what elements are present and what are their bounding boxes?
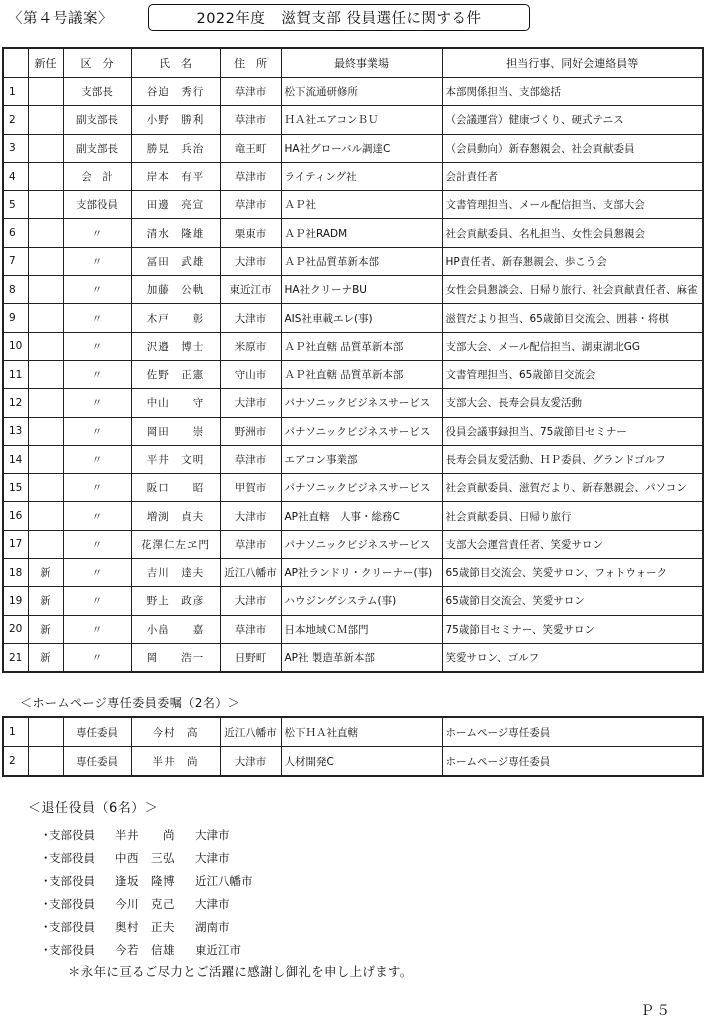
retired-role: 支部役員 <box>49 919 95 934</box>
title-year: 2022年度 <box>196 11 266 27</box>
table-row <box>3 717 703 747</box>
cell-role: 支部長 <box>63 78 131 106</box>
cell-workplace: ＡＰ社直轄 品質革新本部 <box>281 332 442 360</box>
retired-name: 半井 尚 <box>115 827 175 842</box>
cell-duties: 65歳節目交流会、笑愛サロン <box>442 587 703 615</box>
cell-duties: 文書管理担当、65歳節目交流会 <box>442 360 703 388</box>
retired-section-heading: ＜退任役員（6名）＞ <box>28 801 159 816</box>
thanks-note: ＊永年に亘るご尽力とご活躍に感謝し御礼を申し上げます。 <box>68 964 413 979</box>
cell-duties: 会計責任者 <box>442 162 703 190</box>
cell-no: 4 <box>3 162 28 190</box>
retired-name: 奥村 正夫 <box>115 919 175 934</box>
table-row <box>3 360 703 388</box>
cell-city: 栗東市 <box>220 219 281 247</box>
cell-duties: 社会貢献委員、滋賀だより、新春懇親会、パソコン <box>442 474 703 502</box>
cell-role: 会 計 <box>63 162 131 190</box>
cell-name: 吉川 達夫 <box>131 559 220 587</box>
cell-duties: （会員動向）新春懇親会、社会貢献委員 <box>442 134 703 162</box>
cell-name: 岡 浩一 <box>131 643 220 672</box>
cell-workplace: エアコン事業部 <box>281 445 442 473</box>
cell-city: 竜王町 <box>220 134 281 162</box>
cell-role: 〃 <box>63 304 131 332</box>
retired-officer-list <box>40 823 253 961</box>
cell-name: 中山 守 <box>131 389 220 417</box>
cell-workplace: AIS社車載エレ(事) <box>281 304 442 332</box>
cell-workplace: 日本地域ＣＭ部門 <box>281 615 442 643</box>
column-header-role: 区 分 <box>63 48 131 78</box>
cell-role: 副支部長 <box>63 134 131 162</box>
cell-no: 2 <box>3 106 28 134</box>
cell-workplace: パナソニックビジネスサービス <box>281 530 442 558</box>
cell-new: 新 <box>28 587 63 615</box>
list-item <box>40 846 253 869</box>
cell-new <box>28 247 63 275</box>
list-item <box>40 892 253 915</box>
cell-no: 3 <box>3 134 28 162</box>
cell-no: 1 <box>3 717 28 747</box>
cell-new <box>28 219 63 247</box>
page-number: Ｐ５ <box>640 1003 672 1019</box>
cell-duties: 社会貢献委員、名札担当、女性会員懇親会 <box>442 219 703 247</box>
cell-no: 1 <box>3 78 28 106</box>
retired-bullet: ・ <box>40 942 52 957</box>
cell-role: 〃 <box>63 559 131 587</box>
cell-name: 半井 尚 <box>131 747 220 777</box>
table-header-row <box>3 48 703 78</box>
table-row <box>3 191 703 219</box>
cell-workplace: HA社クリーナBU <box>281 276 442 304</box>
cell-role: 〃 <box>63 332 131 360</box>
cell-workplace: ＡＰ社RADM <box>281 219 442 247</box>
cell-role: 〃 <box>63 219 131 247</box>
cell-role: 専任委員 <box>63 747 131 777</box>
cell-name: 平井 文明 <box>131 445 220 473</box>
cell-role: 〃 <box>63 643 131 672</box>
cell-workplace: ＡＰ社直轄 品質革新本部 <box>281 360 442 388</box>
cell-workplace: ＨＡ社エアコンＢＵ <box>281 106 442 134</box>
cell-name: 佐野 正憲 <box>131 360 220 388</box>
cell-role: 〃 <box>63 276 131 304</box>
retired-role: 支部役員 <box>49 942 95 957</box>
cell-name: 阪口 昭 <box>131 474 220 502</box>
cell-city: 守山市 <box>220 360 281 388</box>
table-row <box>3 162 703 190</box>
table-row <box>3 615 703 643</box>
cell-role: 〃 <box>63 530 131 558</box>
cell-role: 専任委員 <box>63 717 131 747</box>
cell-no: 20 <box>3 615 28 643</box>
cell-city: 大津市 <box>220 747 281 777</box>
table-row <box>3 643 703 672</box>
cell-new: 新 <box>28 559 63 587</box>
cell-new <box>28 747 63 777</box>
cell-new <box>28 276 63 304</box>
cell-duties: 滋賀だより担当、65歳節目交流会、囲碁・将棋 <box>442 304 703 332</box>
cell-duties: 支部大会運営責任者、笑愛サロン <box>442 530 703 558</box>
retired-bullet: ・ <box>40 873 52 888</box>
table-row <box>3 78 703 106</box>
cell-no: 9 <box>3 304 28 332</box>
cell-city: 近江八幡市 <box>220 717 281 747</box>
cell-name: 勝見 兵治 <box>131 134 220 162</box>
table-row <box>3 332 703 360</box>
column-header-no <box>3 48 28 78</box>
cell-new <box>28 304 63 332</box>
retired-name: 今川 克己 <box>115 896 175 911</box>
table-row <box>3 219 703 247</box>
cell-new <box>28 530 63 558</box>
cell-no: 17 <box>3 530 28 558</box>
column-header-name: 氏 名 <box>131 48 220 78</box>
cell-new <box>28 445 63 473</box>
cell-workplace: AP社ランドリ・クリーナー(事) <box>281 559 442 587</box>
cell-duties: 文書管理担当、メール配信担当、支部大会 <box>442 191 703 219</box>
cell-no: 21 <box>3 643 28 672</box>
table-row <box>3 276 703 304</box>
cell-duties: 支部大会、メール配信担当、湖東湖北GG <box>442 332 703 360</box>
table-row <box>3 417 703 445</box>
cell-no: 2 <box>3 747 28 777</box>
cell-workplace: パナソニックビジネスサービス <box>281 474 442 502</box>
cell-new <box>28 417 63 445</box>
cell-city: 大津市 <box>220 304 281 332</box>
cell-role: 〃 <box>63 474 131 502</box>
cell-duties: 役員会議事録担当、75歳節目セミナー <box>442 417 703 445</box>
cell-workplace: AP社直轄 人事・総務C <box>281 502 442 530</box>
cell-city: 東近江市 <box>220 276 281 304</box>
cell-workplace: 松下ＨＡ社直轄 <box>281 717 442 747</box>
cell-no: 6 <box>3 219 28 247</box>
retired-name: 逢坂 隆博 <box>115 873 175 888</box>
cell-role: 〃 <box>63 615 131 643</box>
cell-duties: 支部大会、長寿会員友愛活動 <box>442 389 703 417</box>
cell-no: 19 <box>3 587 28 615</box>
cell-workplace: ＡＰ社 <box>281 191 442 219</box>
cell-workplace: ライティング社 <box>281 162 442 190</box>
cell-city: 大津市 <box>220 389 281 417</box>
column-header-duties: 担当行事、同好会連絡員等 <box>442 48 703 78</box>
cell-duties: ホームページ専任委員 <box>442 717 703 747</box>
cell-no: 8 <box>3 276 28 304</box>
cell-name: 岡田 崇 <box>131 417 220 445</box>
cell-city: 草津市 <box>220 615 281 643</box>
retired-city: 湖南市 <box>195 919 230 934</box>
cell-role: 〃 <box>63 445 131 473</box>
cell-role: 〃 <box>63 360 131 388</box>
column-header-workplace: 最終事業場 <box>281 48 442 78</box>
cell-new <box>28 106 63 134</box>
list-item <box>40 915 253 938</box>
hp-committee-table <box>2 716 704 777</box>
cell-new <box>28 502 63 530</box>
cell-workplace: 人材開発C <box>281 747 442 777</box>
list-item <box>40 938 253 961</box>
cell-name: 清水 隆雄 <box>131 219 220 247</box>
cell-name: 小野 勝利 <box>131 106 220 134</box>
cell-new <box>28 191 63 219</box>
retired-bullet: ・ <box>40 919 52 934</box>
cell-name: 木戸 彰 <box>131 304 220 332</box>
table-row <box>3 474 703 502</box>
cell-city: 甲賀市 <box>220 474 281 502</box>
table-row <box>3 247 703 275</box>
cell-role: 〃 <box>63 389 131 417</box>
cell-duties: 長寿会員友愛活動、ＨＰ委員、グランドゴルフ <box>442 445 703 473</box>
cell-name: 谷迫 秀行 <box>131 78 220 106</box>
cell-city: 野洲市 <box>220 417 281 445</box>
retired-name: 中西 三弘 <box>115 850 175 865</box>
cell-no: 18 <box>3 559 28 587</box>
list-item <box>40 869 253 892</box>
cell-city: 草津市 <box>220 78 281 106</box>
cell-new <box>28 717 63 747</box>
cell-city: 大津市 <box>220 587 281 615</box>
cell-new: 新 <box>28 643 63 672</box>
table-row <box>3 587 703 615</box>
hp-section-heading: ＜ホームページ専任委員委嘱（2名）＞ <box>20 696 241 710</box>
cell-name: 花澤仁左ヱ門 <box>131 530 220 558</box>
retired-role: 支部役員 <box>49 827 95 842</box>
cell-duties: 65歳節目交流会、笑愛サロン、フォトウォーク <box>442 559 703 587</box>
cell-role: 〃 <box>63 247 131 275</box>
cell-name: 野上 政彦 <box>131 587 220 615</box>
cell-workplace: ＡＰ社品質革新本部 <box>281 247 442 275</box>
cell-no: 14 <box>3 445 28 473</box>
cell-workplace: AP社 製造革新本部 <box>281 643 442 672</box>
cell-city: 草津市 <box>220 445 281 473</box>
cell-duties: 75歳節目セミナー、笑愛サロン <box>442 615 703 643</box>
cell-no: 11 <box>3 360 28 388</box>
cell-no: 7 <box>3 247 28 275</box>
cell-city: 草津市 <box>220 162 281 190</box>
table-row <box>3 445 703 473</box>
table-row <box>3 502 703 530</box>
retired-role: 支部役員 <box>49 873 95 888</box>
retired-role: 支部役員 <box>49 850 95 865</box>
page-title <box>148 4 530 31</box>
cell-role: 支部役員 <box>63 191 131 219</box>
officer-table <box>2 47 704 673</box>
cell-name: 加藤 公軌 <box>131 276 220 304</box>
cell-city: 近江八幡市 <box>220 559 281 587</box>
cell-duties: 女性会員懇談会、日帰り旅行、社会貢献責任者、麻雀 <box>442 276 703 304</box>
table-row <box>3 106 703 134</box>
table-row <box>3 134 703 162</box>
cell-city: 大津市 <box>220 247 281 275</box>
cell-new: 新 <box>28 615 63 643</box>
cell-name: 今村 高 <box>131 717 220 747</box>
cell-duties: 笑愛サロン、ゴルフ <box>442 643 703 672</box>
cell-new <box>28 162 63 190</box>
cell-name: 岸本 有平 <box>131 162 220 190</box>
cell-name: 増渕 貞夫 <box>131 502 220 530</box>
cell-city: 米原市 <box>220 332 281 360</box>
cell-new <box>28 134 63 162</box>
cell-city: 草津市 <box>220 191 281 219</box>
cell-new <box>28 389 63 417</box>
retired-role: 支部役員 <box>49 896 95 911</box>
retired-city: 近江八幡市 <box>195 873 253 888</box>
retired-bullet: ・ <box>40 850 52 865</box>
cell-workplace: パナソニックビジネスサービス <box>281 417 442 445</box>
cell-name: 田邊 亮宣 <box>131 191 220 219</box>
cell-role: 〃 <box>63 417 131 445</box>
cell-name: 小畠 嘉 <box>131 615 220 643</box>
cell-no: 15 <box>3 474 28 502</box>
cell-no: 5 <box>3 191 28 219</box>
retired-bullet: ・ <box>40 827 52 842</box>
cell-no: 13 <box>3 417 28 445</box>
cell-name: 沢邉 博士 <box>131 332 220 360</box>
cell-city: 草津市 <box>220 530 281 558</box>
table-row <box>3 747 703 777</box>
cell-city: 草津市 <box>220 106 281 134</box>
cell-new <box>28 474 63 502</box>
cell-duties: （会議運営）健康づくり、硬式テニス <box>442 106 703 134</box>
table-row <box>3 304 703 332</box>
retired-bullet: ・ <box>40 896 52 911</box>
cell-duties: HP責任者、新春懇親会、歩こう会 <box>442 247 703 275</box>
agenda-label: 〈第４号議案〉 <box>8 11 113 27</box>
cell-role: 〃 <box>63 587 131 615</box>
cell-city: 日野町 <box>220 643 281 672</box>
cell-workplace: HA社グローバル調達C <box>281 134 442 162</box>
title-text: 滋賀支部 役員選任に関する件 <box>281 11 482 27</box>
cell-duties: ホームページ専任委員 <box>442 747 703 777</box>
cell-role: 〃 <box>63 502 131 530</box>
cell-duties: 社会貢献委員、日帰り旅行 <box>442 502 703 530</box>
cell-new <box>28 332 63 360</box>
cell-workplace: ハウジングシステム(事) <box>281 587 442 615</box>
table-row <box>3 389 703 417</box>
retired-name: 今若 信雄 <box>115 942 175 957</box>
cell-new <box>28 78 63 106</box>
cell-role: 副支部長 <box>63 106 131 134</box>
retired-city: 大津市 <box>195 850 230 865</box>
cell-duties: 本部関係担当、支部総括 <box>442 78 703 106</box>
column-header-new: 新任 <box>28 48 63 78</box>
cell-workplace: パナソニックビジネスサービス <box>281 389 442 417</box>
table-row <box>3 530 703 558</box>
table-row <box>3 559 703 587</box>
retired-city: 大津市 <box>195 896 230 911</box>
column-header-city: 住 所 <box>220 48 281 78</box>
retired-city: 東近江市 <box>195 942 241 957</box>
cell-workplace: 松下流通研修所 <box>281 78 442 106</box>
retired-city: 大津市 <box>195 827 230 842</box>
cell-no: 10 <box>3 332 28 360</box>
cell-city: 大津市 <box>220 502 281 530</box>
cell-new <box>28 360 63 388</box>
list-item <box>40 823 253 846</box>
cell-no: 16 <box>3 502 28 530</box>
cell-name: 冨田 武雄 <box>131 247 220 275</box>
cell-no: 12 <box>3 389 28 417</box>
